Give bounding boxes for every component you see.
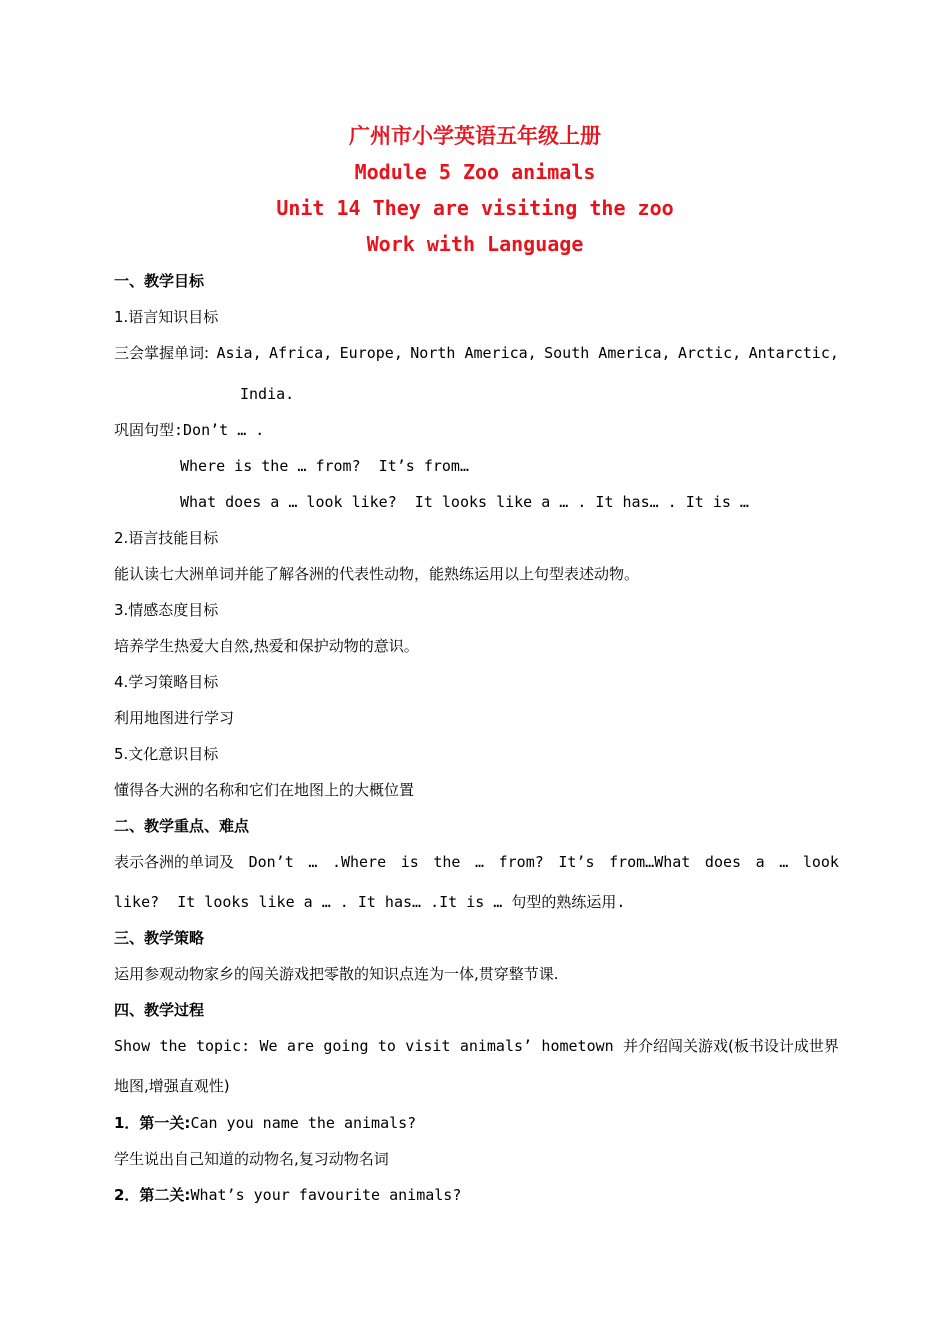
pattern-label: 巩固句型:Don’t … . (114, 421, 265, 439)
step-1-question: Can you name the animals? (190, 1114, 417, 1132)
title-unit: Unit 14 They are visiting the zoo (276, 196, 674, 220)
key-word: the (433, 853, 461, 871)
process-intro-line (114, 1036, 839, 1056)
key-word: It’s (558, 853, 595, 871)
intro-word: 并介绍闯关游戏(板书设计成世界 (623, 1037, 839, 1055)
vocab-word: Asia, (216, 344, 262, 362)
process-intro-line-2: 地图,增强直观性) (114, 1077, 230, 1095)
vocab-word: Arctic, (677, 344, 742, 362)
key-word: … (475, 853, 485, 871)
step-2-question: What’s your favourite animals? (190, 1186, 462, 1204)
title-grade: 广州市小学英语五年级上册 (349, 124, 601, 148)
sub-2-text: 能认读七大洲单词并能了解各洲的代表性动物，能熟练运用以上句型表述动物。 (114, 565, 640, 583)
section-1-heading: 一、教学目标 (114, 272, 205, 290)
intro-word: topic: (195, 1037, 251, 1055)
sub-heading-5: 5.文化意识目标 (114, 745, 219, 763)
step-1-line (114, 1113, 839, 1133)
vocab-word: Africa, (269, 344, 333, 362)
vocab-word: North America, (410, 344, 537, 362)
step-2-line (114, 1185, 839, 1205)
section-4-heading: 四、教学过程 (114, 1001, 205, 1019)
intro-word: going (323, 1037, 369, 1055)
sub-heading-4: 4.学习策略目标 (114, 673, 219, 691)
intro-word: hometown (541, 1037, 614, 1055)
key-word: 表示各洲的单词及 (114, 853, 235, 871)
key-points-line (114, 852, 839, 872)
sub-heading-3: 3.情感态度目标 (114, 601, 219, 619)
intro-word: visit (405, 1037, 451, 1055)
key-word: is (400, 853, 419, 871)
section-3-heading: 三、教学策略 (114, 929, 205, 947)
key-points-line-2: like? It looks like a … . It has… .It is … 句型的熟练运用. (114, 893, 626, 911)
pattern-where: Where is the … from? It’s from… (180, 457, 469, 475)
key-word: does (704, 853, 742, 871)
sub-heading-2: 2.语言技能目标 (114, 529, 219, 547)
intro-word: the (159, 1037, 187, 1055)
title-block (0, 118, 950, 262)
vocab-word: Antarctic, (748, 344, 839, 362)
key-word: a (755, 853, 765, 871)
intro-word: animals’ (459, 1037, 533, 1055)
title-lesson: Work with Language (366, 232, 584, 256)
section-2-heading: 二、教学重点、难点 (114, 817, 250, 835)
sub-4-text: 利用地图进行学习 (114, 709, 235, 727)
key-word: from? (498, 853, 544, 871)
key-word: … (308, 853, 318, 871)
pattern-what: What does a … look like? It looks like a … . It has… . It is … (180, 493, 749, 511)
sub-3-text: 培养学生热爱大自然,热爱和保护动物的意识。 (114, 637, 419, 655)
sub-heading-1: 1.语言知识目标 (114, 308, 219, 326)
intro-word: are (286, 1037, 314, 1055)
intro-word: Show (114, 1037, 151, 1055)
key-word: look (802, 853, 839, 871)
title-module: Module 5 Zoo animals (354, 160, 596, 184)
step-2-label: 2．第二关: (114, 1186, 191, 1204)
strategy-text: 运用参观动物家乡的闯关游戏把零散的知识点连为一体,贯穿整节课. (114, 965, 559, 983)
vocab-word: Europe, (339, 344, 403, 362)
vocab-label: 三会掌握单词: (114, 344, 210, 362)
vocab-word: South America, (544, 344, 671, 362)
step-1-label: 1．第一关: (114, 1114, 191, 1132)
step-1-desc: 学生说出自己知道的动物名,复习动物名词 (114, 1150, 389, 1168)
vocab-line (114, 343, 839, 363)
intro-word: to (377, 1037, 396, 1055)
key-word: from…What (609, 853, 691, 871)
key-word: … (779, 853, 789, 871)
vocab-continuation: India. (240, 385, 295, 403)
sub-5-text: 懂得各大洲的名称和它们在地图上的大概位置 (114, 781, 415, 799)
key-word: Don’t (248, 853, 294, 871)
intro-word: We (259, 1037, 278, 1055)
key-word: .Where (331, 853, 387, 871)
